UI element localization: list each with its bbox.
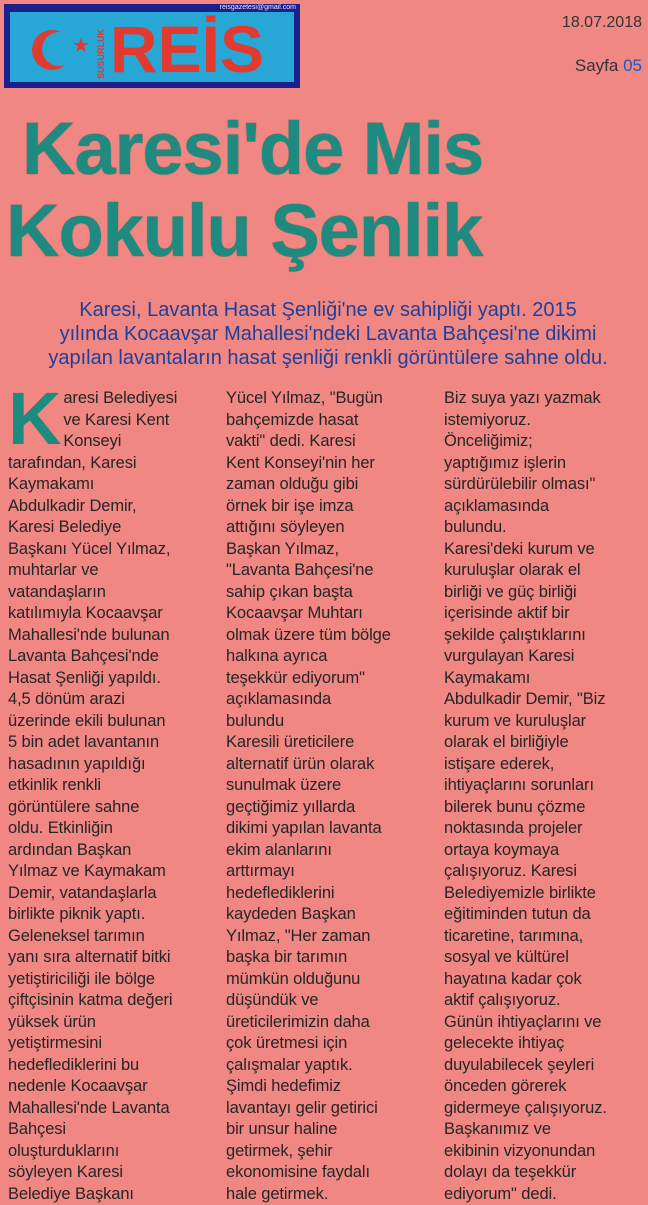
body-line: Demir, vatandaşlarla <box>8 883 216 905</box>
body-line: 4,5 dönüm arazi <box>8 689 216 711</box>
body-line: ortaya koymaya <box>444 840 648 862</box>
body-line: söyleyen Karesi <box>8 1162 216 1184</box>
body-line: oluşturduklarını <box>8 1141 216 1163</box>
body-line: mümkün olduğunu <box>226 969 434 991</box>
body-line: birlikte piknik yaptı. <box>8 904 216 926</box>
body-line: başka bir tarımın <box>226 947 434 969</box>
body-line: birliği ve güç birliği <box>444 582 648 604</box>
body-line: 5 bin adet lavantanın <box>8 732 216 754</box>
column-2 <box>226 388 434 1205</box>
body-line: zaman olduğu gibi <box>226 474 434 496</box>
body-line: Kent Konseyi'nin her <box>226 453 434 475</box>
body-line: "Lavanta Bahçesi'ne <box>226 560 434 582</box>
body-line: içerisinde aktif bir <box>444 603 648 625</box>
body-line: arttırmayı <box>226 861 434 883</box>
lead-line: yılında Kocaavşar Mahallesi'ndeki Lavanta Bahçesi'ne dikimi <box>14 322 642 346</box>
body-line: sunulmak üzere <box>226 775 434 797</box>
body-line: bilerek bunu çözme <box>444 797 648 819</box>
body-line: alternatif ürün olarak <box>226 754 434 776</box>
body-line: şekilde çalıştıklarını <box>444 625 648 647</box>
body-line: kurum ve kuruluşlar <box>444 711 648 733</box>
body-line: açıklamasında <box>444 496 648 518</box>
body-line: Önceliğimiz; <box>444 431 648 453</box>
body-line: ekonomisine faydalı <box>226 1162 434 1184</box>
body-line: vakti" dedi. Karesi <box>226 431 434 453</box>
body-line: ticaretine, tarımına, <box>444 926 648 948</box>
body-line: ekim alanlarını <box>226 840 434 862</box>
body-line: geçtiğimiz yıllarda <box>226 797 434 819</box>
logo-name: REİS <box>110 14 264 84</box>
body-line: Başkanımız ve <box>444 1119 648 1141</box>
body-line: dolayı da teşekkür <box>444 1162 648 1184</box>
body-line: istişare ederek, <box>444 754 648 776</box>
body-line: görüntülere sahne <box>8 797 216 819</box>
body-line: Lavanta Bahçesi'nde <box>8 646 216 668</box>
body-line: örnek bir işe imza <box>226 496 434 518</box>
body-line: Başkanı Yücel Yılmaz, <box>8 539 216 561</box>
body-line: gelecekte ihtiyaç <box>444 1033 648 1055</box>
body-line: lavantayı gelir getirici <box>226 1098 434 1120</box>
body-line: Yılmaz, "Her zaman <box>226 926 434 948</box>
body-line: ve Karesi Kent <box>8 410 216 432</box>
body-line: Kaymakamı <box>8 474 216 496</box>
body-line: Kaymakamı <box>444 668 648 690</box>
body-line: yanı sıra alternatif bitki <box>8 947 216 969</box>
article-body <box>8 388 644 1200</box>
newspaper-header <box>0 0 648 108</box>
body-line: sosyal ve kültürel <box>444 947 648 969</box>
body-line: olmak üzere tüm bölge <box>226 625 434 647</box>
body-line: Abdulkadir Demir, "Biz <box>444 689 648 711</box>
body-line: ekibinin vizyonundan <box>444 1141 648 1163</box>
logo-panel <box>10 12 294 82</box>
body-line: gidermeye çalışıyoruz. <box>444 1098 648 1120</box>
newspaper-logo <box>4 4 300 88</box>
body-line: ardından Başkan <box>8 840 216 862</box>
page-number: 05 <box>623 56 642 75</box>
body-line: Başkan Yılmaz, <box>226 539 434 561</box>
article-title <box>6 108 646 272</box>
page-indicator <box>575 56 642 76</box>
body-line: yüksek ürün <box>8 1012 216 1034</box>
body-line: noktasında projeler <box>444 818 648 840</box>
body-line: çalışmalar yaptık. <box>226 1055 434 1077</box>
body-line: Karesili üreticilere <box>226 732 434 754</box>
body-line: bulundu. <box>444 517 648 539</box>
body-line: Şimdi hedefimiz <box>226 1076 434 1098</box>
body-line: üzerinde ekili bulunan <box>8 711 216 733</box>
dropcap: K <box>8 388 61 450</box>
body-line: ediyorum" dedi. <box>444 1184 648 1205</box>
body-line: bulundu <box>226 711 434 733</box>
body-line: eğitiminden tutun da <box>444 904 648 926</box>
logo-vertical-text: SUSURLUK <box>96 26 108 82</box>
body-line: yaptığımız işlerin <box>444 453 648 475</box>
body-line: Karesi'deki kurum ve <box>444 539 648 561</box>
body-line: Günün ihtiyaçlarını ve <box>444 1012 648 1034</box>
body-line: açıklamasında <box>226 689 434 711</box>
body-line: Karesi Belediye <box>8 517 216 539</box>
body-line: hedeflediklerini bu <box>8 1055 216 1077</box>
body-line: kuruluşlar olarak el <box>444 560 648 582</box>
body-line: düşündük ve <box>226 990 434 1012</box>
body-line: bahçemizde hasat <box>226 410 434 432</box>
body-line: tarafından, Karesi <box>8 453 216 475</box>
body-line: attığını söyleyen <box>226 517 434 539</box>
first-paragraph <box>8 388 216 453</box>
body-line: Yücel Yılmaz, "Bugün <box>226 388 434 410</box>
body-line: ihtiyaçlarını sorunları <box>444 775 648 797</box>
body-line: Hasat Şenliği yapıldı. <box>8 668 216 690</box>
body-line: Geleneksel tarımın <box>8 926 216 948</box>
body-line: vatandaşların <box>8 582 216 604</box>
body-line: önceden görerek <box>444 1076 648 1098</box>
body-line: sürdürülebilir olması" <box>444 474 648 496</box>
column-1 <box>8 388 216 1205</box>
body-line: oldu. Etkinliğin <box>8 818 216 840</box>
body-line: Bahçesi <box>8 1119 216 1141</box>
body-line: etkinlik renkli <box>8 775 216 797</box>
article-lead <box>14 298 642 370</box>
body-line: hedeflediklerini <box>226 883 434 905</box>
body-line: getirmek, şehir <box>226 1141 434 1163</box>
star-icon: ★ <box>72 36 90 56</box>
body-line: teşekkür ediyorum" <box>226 668 434 690</box>
body-line: çok üretmesi için <box>226 1033 434 1055</box>
body-line: bir unsur haline <box>226 1119 434 1141</box>
body-line: çiftçisinin katma değeri <box>8 990 216 1012</box>
body-line: Abdulkadir Demir, <box>8 496 216 518</box>
body-line: sahip çıkan başta <box>226 582 434 604</box>
body-line: muhtarlar ve <box>8 560 216 582</box>
column-3 <box>444 388 648 1205</box>
body-line: aktif çalışıyoruz. <box>444 990 648 1012</box>
body-line: halkına ayrıca <box>226 646 434 668</box>
body-line: kaydeden Başkan <box>226 904 434 926</box>
body-line: Yılmaz ve Kaymakam <box>8 861 216 883</box>
column-1-text <box>8 453 216 1205</box>
body-line: duyulabilecek şeyleri <box>444 1055 648 1077</box>
body-line: katılımıyla Kocaavşar <box>8 603 216 625</box>
body-line: dikimi yapılan lavanta <box>226 818 434 840</box>
title-line: Kokulu Şenlik <box>6 190 646 272</box>
body-line: Biz suya yazı yazmak <box>444 388 648 410</box>
lead-line: Karesi, Lavanta Hasat Şenliği'ne ev sahipliği yaptı. 2015 <box>14 298 642 322</box>
page-label: Sayfa <box>575 56 618 75</box>
body-line: vurgulayan Karesi <box>444 646 648 668</box>
body-line: Konseyi <box>8 431 216 453</box>
body-line: hasadının yapıldığı <box>8 754 216 776</box>
body-line: istemiyoruz. <box>444 410 648 432</box>
body-line: olarak el birliğiyle <box>444 732 648 754</box>
logo-email: reisgazetesi@gmail.com <box>220 4 296 11</box>
body-line: Belediyemizle birlikte <box>444 883 648 905</box>
body-line: çalışıyoruz. Karesi <box>444 861 648 883</box>
body-line: Mahallesi'nde bulunan <box>8 625 216 647</box>
body-line: hale getirmek. <box>226 1184 434 1205</box>
body-line: yetiştiriciliği ile bölge <box>8 969 216 991</box>
body-line: aresi Belediyesi <box>8 388 216 410</box>
body-line: Kocaavşar Muhtarı <box>226 603 434 625</box>
body-line: nedenle Kocaavşar <box>8 1076 216 1098</box>
body-line: Belediye Başkanı <box>8 1184 216 1205</box>
body-line: Mahallesi'nde Lavanta <box>8 1098 216 1120</box>
title-line: Karesi'de Mis <box>6 108 646 190</box>
body-line: yetiştirmesini <box>8 1033 216 1055</box>
body-line: hayatına kadar çok <box>444 969 648 991</box>
lead-line: yapılan lavantaların hasat şenliği renkli görüntülere sahne oldu. <box>14 346 642 370</box>
body-line: üreticilerimizin daha <box>226 1012 434 1034</box>
issue-date: 18.07.2018 <box>562 14 642 32</box>
